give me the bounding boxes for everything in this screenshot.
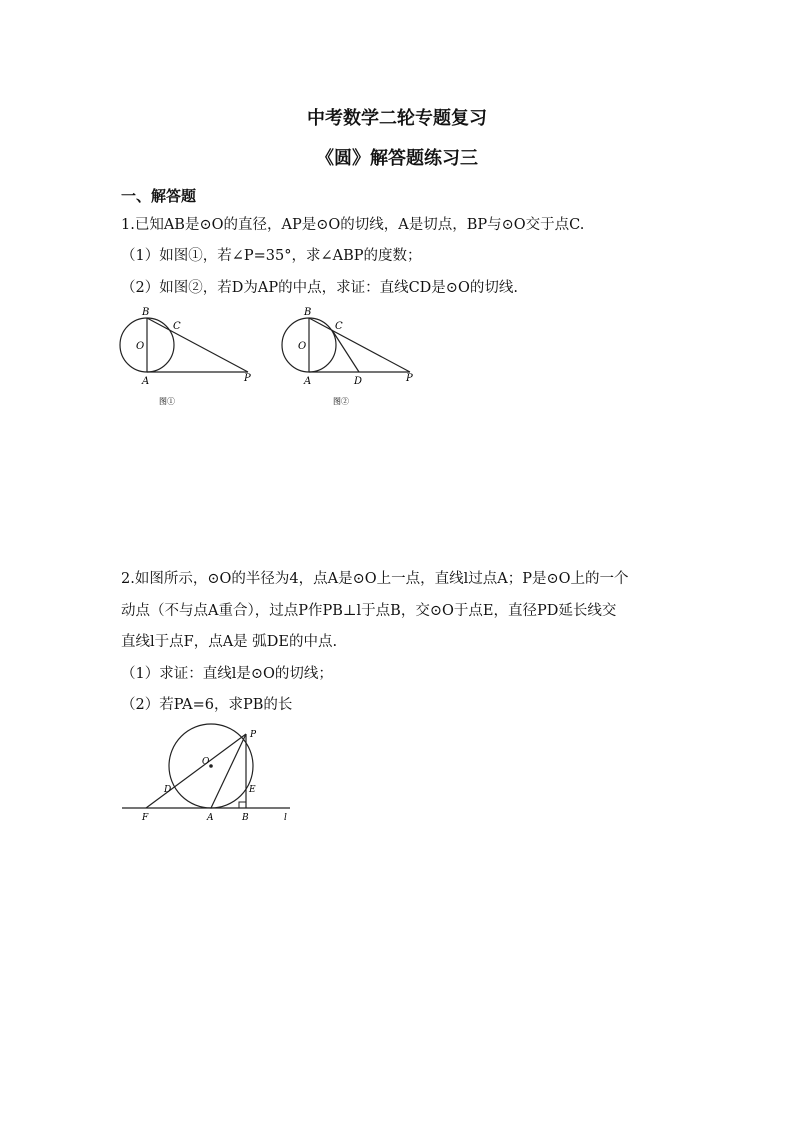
q1-part1: （1）如图①，若∠P=35°，求∠ABP的度数； [121,248,422,264]
label-d: D [354,376,363,387]
q1-part2: （2）如图②，若D为AP的中点，求证：直线CD是⊙O的切线. [121,280,518,296]
label-f: F [142,813,149,823]
label-a: A [142,376,150,387]
q1-figure-2 [277,302,427,412]
page-subtitle: 《圆》解答题练习三 [316,148,478,169]
label-b: B [142,307,150,318]
right-angle-mark [239,802,246,808]
label-b: B [304,307,312,318]
q2-part1: （1）求证：直线l是⊙O的切线； [121,666,333,682]
q1-figure-1 [115,302,265,412]
label-d: D [164,785,172,795]
label-p: P [406,373,413,384]
q2-stem-line3: 直线l于点F，点A是 弧DE的中点. [121,634,338,650]
segment-pa [211,734,246,808]
q2-stem-line2: 动点（不与点A重合），过点P作PB⊥l于点B，交⊙O于点E，直径PD延长线交 [121,603,617,619]
q1-stem: 1.已知AB是⊙O的直径，AP是⊙O的切线，A是切点，BP与⊙O交于点C. [121,217,585,233]
center-o [209,764,213,768]
secant-bp [309,318,410,372]
q2-figure [118,720,298,830]
section-heading: 一、解答题 [121,187,197,205]
q2-part2: （2）若PA=6，求PB的长 [121,697,293,713]
label-p: P [250,730,257,740]
label-o: O [298,341,307,352]
label-b: B [242,813,249,823]
label-l: l [284,813,287,823]
label-c: C [335,321,343,332]
figure-2-caption: 图② [333,397,349,406]
page-title: 中考数学二轮专题复习 [307,108,487,129]
label-c: C [173,321,181,332]
secant-bp [147,318,248,372]
label-e: E [249,785,256,795]
label-a: A [207,813,214,823]
figure-1-caption: 图① [159,397,175,406]
segment-cd [332,330,359,372]
label-o: O [202,757,210,767]
label-a: A [304,376,312,387]
label-o: O [136,341,145,352]
q2-stem-line1: 2.如图所示，⊙O的半径为4，点A是⊙O上一点，直线l过点A；P是⊙O上的一个 [121,571,629,587]
diameter-pd-extended [146,734,246,808]
label-p: P [244,373,251,384]
